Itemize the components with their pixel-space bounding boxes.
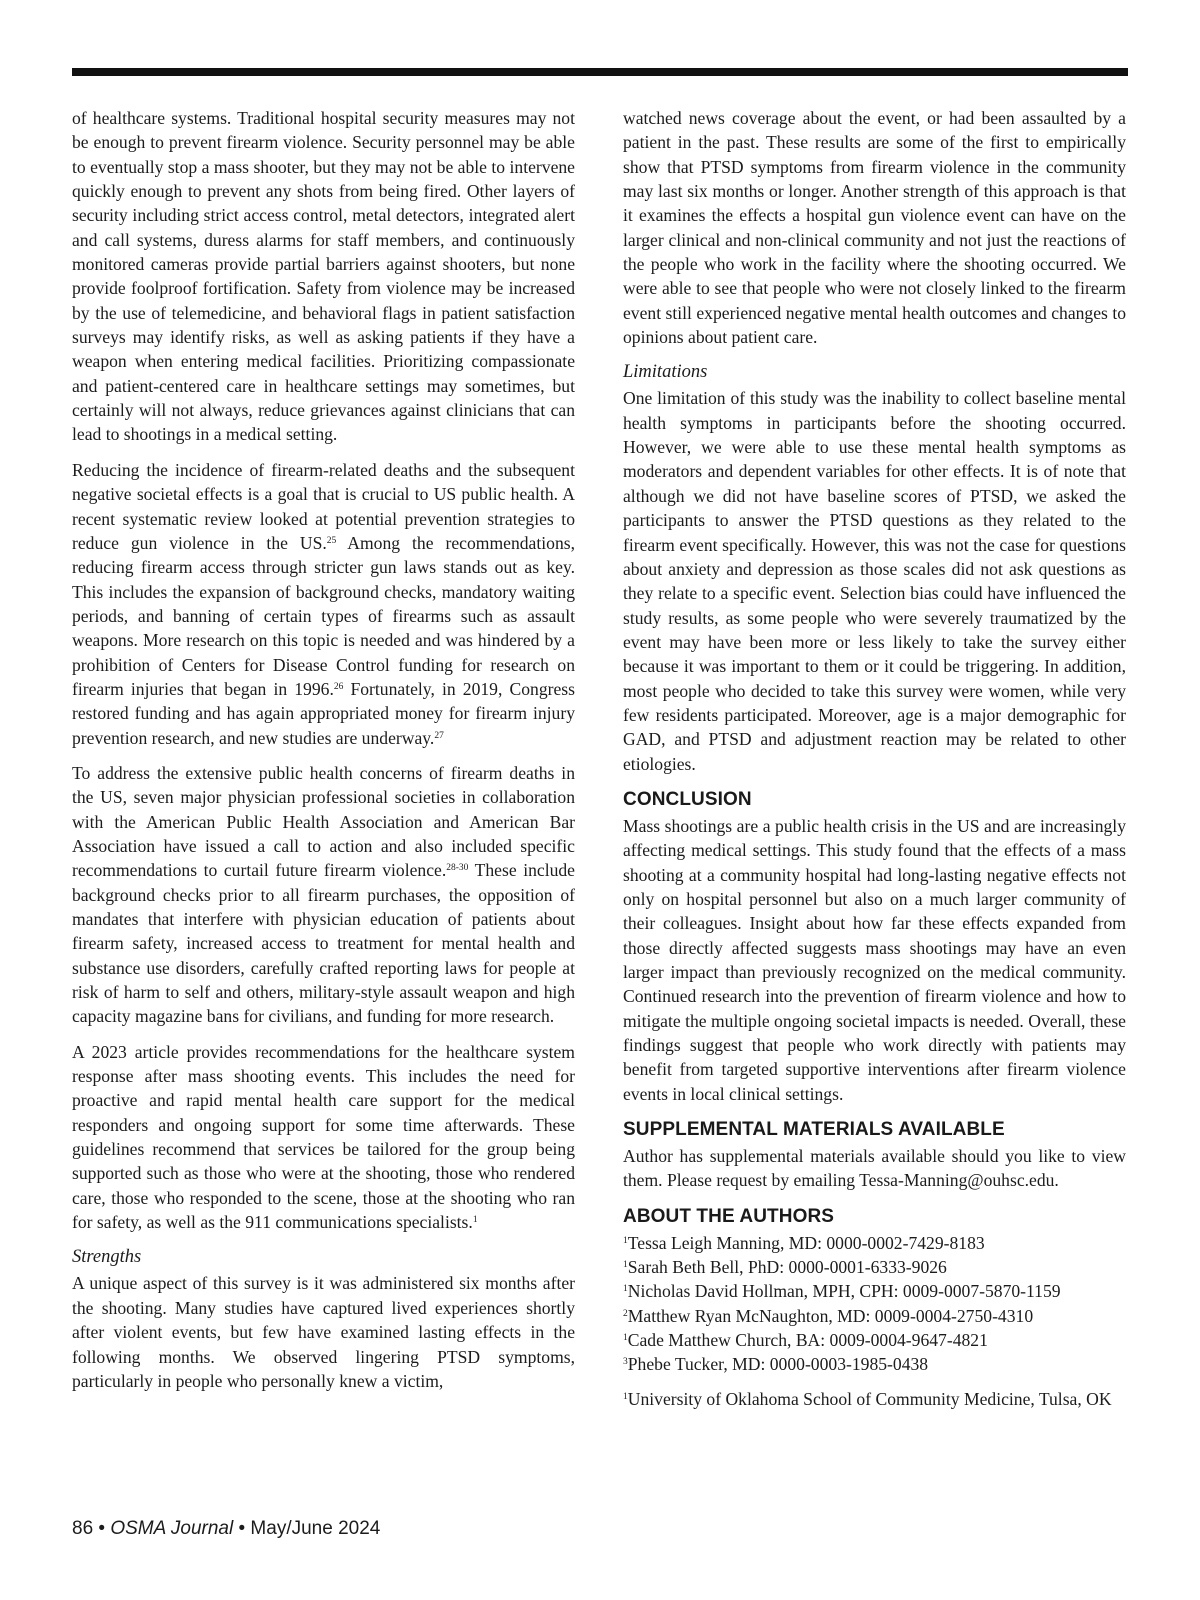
citation-25: 25 [326, 535, 337, 546]
author-line: $^3$Phebe Tucker, MD: 0000-0003-1985-0438 [623, 1354, 929, 1375]
limitations-heading: Limitations [623, 362, 708, 383]
right-column [623, 106, 1126, 1422]
header-rule [72, 68, 1128, 76]
author-list [623, 1231, 1126, 1377]
paragraph-security: of healthcare systems. Traditional hospital security measures may not be enough to prevent firearm violence. Security personnel may be able to eventually stop a mass shooter, but they may not be able to intervene quickly enough to prevent any shots from being fired. Other layers of security including strict access control, metal detectors, integrated alert and call systems, duress alarms for staff members, and continuously monitored cameras provide partial barriers against shooters, but none provide foolproof fortification. Safety from violence may be increased by the use of telemedicine, and behavioral flags in patient satisfaction surveys may identify risks, as well as asking patients if they have a weapon when entering medical facilities. Prioritizing compassionate and patient-centered care in healthcare settings may sometimes, but certainly will not always, reduce grievances against clinicians that can lead to shootings in a medical setting. [72, 108, 575, 445]
paragraph-strengths: A unique aspect of this survey is it was administered six months after the shooting. Many studies have captured lived experiences shortly after violent events, but few have examined lasting effects in the following months. We observed lingering PTSD symptoms, particularly in people who personally knew a victim, [72, 1273, 575, 1391]
strengths-heading: Strengths [72, 1247, 142, 1268]
affiliation: $^1$University of Oklahoma School of Community Medicine, Tulsa, OK [623, 1388, 1112, 1409]
paragraph-strengths-continued: watched news coverage about the event, or had been assaulted by a patient in the past. These results are some of the first to empirically show that PTSD symptoms from firearm violence in the community may last six months or longer. Another strength of this approach is that it examines the effects a hospital gun violence event can have on the larger clinical and non-clinical community and not just the reactions of the people who work in the facility where the shooting occurred. We were able to see that people who were not closely linked to the firearm event still experienced negative mental health outcomes and changes to opinions about patient care. [623, 108, 1126, 348]
citation-27: 27 [434, 730, 444, 741]
journal-name: OSMA Journal [110, 1518, 234, 1539]
author-line: $^1$Cade Matthew Church, BA: 0009-0004-9647-4821 [623, 1330, 988, 1351]
authors-heading: ABOUT THE AUTHORS [623, 1205, 835, 1227]
author-line: $^1$Tessa Leigh Manning, MD: 0000-0002-7429-8183 [623, 1232, 985, 1253]
paragraph-healthcare-response: A 2023 article provides recommendations for the healthcare system response after mass shooting events. This includes the need for proactive and rapid mental health care support for the medical responders and ongoing support for some time afterwards. These guidelines recommend that services be tailored for the group being supported such as those who were at the shooting, those who rendered care, those who responded to the scene, those at the shooting who ran for safety, as well as the 911 communications specialists.$^1$ [72, 1041, 575, 1233]
author-line: $^1$Sarah Beth Bell, PhD: 0000-0001-6333-9026 [623, 1257, 947, 1278]
issue-date: May/June 2024 [250, 1518, 381, 1539]
supplemental-heading: SUPPLEMENTAL MATERIALS AVAILABLE [623, 1119, 1005, 1141]
author-line: $^2$Matthew Ryan McNaughton, MD: 0009-0004-2750-4310 [623, 1305, 1034, 1326]
conclusion-heading: CONCLUSION [623, 788, 752, 810]
paragraph-conclusion: Mass shootings are a public health crisis in the US and are increasingly affecting medical settings. This study found that the effects of a mass shooting at a community hospital had long-lasting negative effects not only on hospital personnel but also on a much larger community of their colleagues. Insight about how far these effects expanded from those directly affected suggests mass shootings may have an even larger impact than previously recognized on the medical community. Continued research into the prevention of firearm violence and how to mitigate the multiple ongoing societal impacts is needed. Overall, these findings suggest that people who work directly with patients may benefit from targeted supportive interventions after firearm violence events in local clinical settings. [623, 815, 1126, 1104]
citation-28-30: 28-30 [446, 863, 469, 874]
paragraph-limitations: One limitation of this study was the inability to collect baseline mental health symptoms in participants before the shooting occurred. However, we were able to use these mental health symptoms as moderators and dependent variables for other effects. It is of note that although we did not have baseline scores of PTSD, we asked the participants to answer the PTSD questions as they related to the firearm event specifically. However, this was not the case for questions about anxiety and depression as those scales did not ask questions as they relate to a specific event. Selection bias could have influenced the study results, as some people who were severely traumatized by the event may have been more or less likely to take the survey either because it was important to them or it could be triggering. In addition, most people who decided to take this survey were women, while very few residents participated. Moreover, age is a major demographic for GAD, and PTSD and adjustment reaction may be related to other etiologies. [623, 388, 1126, 774]
author-line: $^1$Nicholas David Hollman, MPH, CPH: 0009-0007-5870-1159 [623, 1281, 1061, 1302]
citation-26: 26 [333, 681, 344, 692]
paragraph-prevention: Reducing the incidence of firearm-related deaths and the subsequent negative societal effects is a goal that is crucial to US public health. A recent systematic review looked at potential prevention strategies to reduce gun violence in the US.$^{25}$ Among the recommendations, reducing firearm access through stricter gun laws stands out as key. This includes the expansion of background checks, mandatory waiting periods, and banning of certain types of firearms such as assault weapons. More research on this topic is needed and was hindered by a prohibition of Centers for Disease Control funding for research on firearm injuries that began in 1996.26 Fortunately, in 2019, Congress restored funding and has again appropriated money for firearm injury prevention research, and new studies are underway.$^{27}$ [72, 459, 575, 748]
page-footer: 86 • OSMA Journal • May/June 2024 [72, 1518, 381, 1539]
page-number: 86 [72, 1518, 94, 1539]
paragraph-call-to-action: To address the extensive public health concerns of firearm deaths in the US, seven major physician professional societies in collaboration with the American Public Health Association and American Bar Association have issued a call to action and also included specific recommendations to curtail future firearm violence.$^{28-30}$ These include background checks prior to all firearm purchases, the opposition of mandates that interfere with physician education of patients about firearm safety, increased access to treatment for mental health and substance use disorders, carefully crafted reporting laws for people at risk of harm to self and others, military-style assault weapon and high capacity magazine bans for civilians, and funding for more research. [72, 762, 575, 1027]
left-column [72, 106, 575, 1404]
citation-1: 1 [472, 1215, 478, 1226]
paragraph-supplemental: Author has supplemental materials available should you like to view them. Please request by emailing Tessa-Manning@ouhsc.edu. [623, 1146, 1126, 1191]
